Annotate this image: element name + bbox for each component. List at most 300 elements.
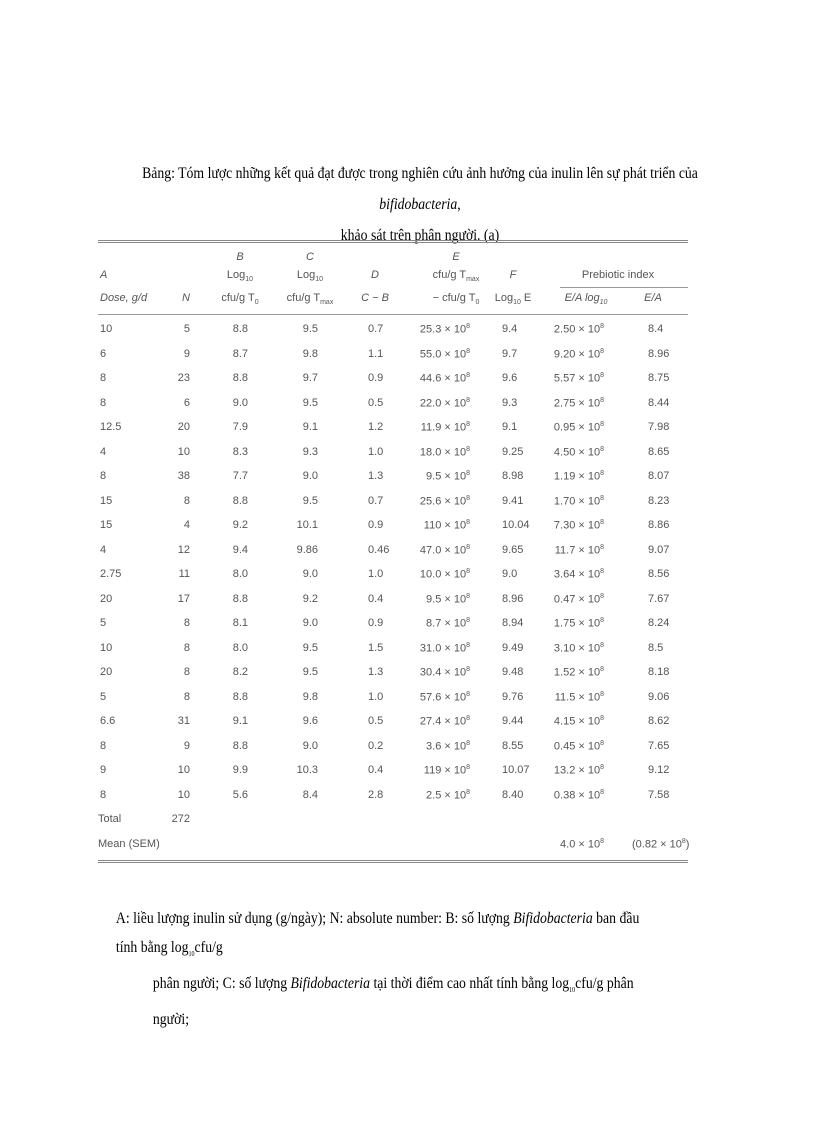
cell-e-exponent: 8 [466, 739, 470, 747]
cell-f-value: 9.1 [502, 421, 518, 433]
cell-b-value: 8.3 [232, 445, 248, 458]
cell-ea-value: 8.24 [648, 617, 670, 629]
cell-eal-value: 4.15 × 10 [553, 715, 601, 728]
cell-b-value: 9.0 [232, 396, 248, 409]
cell-c [303, 397, 318, 409]
cell-ea-value: 7.67 [648, 592, 670, 605]
table-row [98, 466, 688, 491]
cell-ea [648, 666, 669, 678]
header-ea: E/A [644, 292, 662, 304]
cell-n-value: 17 [177, 592, 190, 605]
cell-e-value: 25.3 × 10 [419, 323, 467, 336]
cell-n-value: 11 [178, 568, 190, 580]
cell-c-value: 9.0 [302, 568, 318, 580]
cell-ea-value: 8.96 [648, 347, 670, 360]
cell-f-value: 8.55 [502, 739, 524, 752]
cell-ea-value: 9.07 [648, 543, 670, 556]
table-row [98, 344, 688, 369]
cell-e-exponent: 8 [466, 568, 470, 575]
cell-a-value: 4 [100, 445, 107, 458]
cell-eal-exponent: 8 [600, 323, 604, 330]
header-c-sub: 10 [315, 276, 324, 284]
cell-ea [648, 593, 669, 605]
total-label: Total [98, 813, 122, 825]
cell-n [178, 593, 190, 605]
cell-b [233, 617, 248, 629]
footnote-line-2 [60, 969, 659, 1034]
header-f-letter: F [509, 269, 517, 281]
cell-e-value: 30.4 × 10 [419, 666, 467, 679]
mean-ea-close: ) [685, 838, 690, 851]
cell-ea-value: 7.98 [648, 421, 670, 433]
cell-f [502, 348, 517, 360]
cell-d [368, 691, 383, 703]
cell-c-value: 9.0 [302, 617, 318, 629]
cell-c-value: 9.5 [302, 396, 318, 409]
cell-e-value: 44.6 × 10 [419, 372, 467, 385]
cell-c-value: 9.7 [302, 372, 318, 384]
cell-f-value: 9.7 [502, 347, 518, 360]
cell-d-value: 0.4 [368, 764, 384, 776]
cell-e [420, 544, 470, 557]
header-dose: Dose, g/d [100, 292, 148, 304]
cell-d [368, 397, 383, 409]
cell-n-value: 8 [183, 641, 190, 654]
cell-ea [648, 421, 669, 433]
cell-eal-value: 1.70 × 10 [553, 495, 601, 508]
cell-d-value: 1.0 [368, 690, 384, 703]
cell-eal [554, 446, 604, 459]
cell-f [502, 789, 523, 801]
cell-e-value: 8.7 × 10 [426, 617, 467, 630]
cell-ea [648, 372, 669, 384]
cell-e-value: 11.9 × 10 [420, 421, 467, 434]
cell-e-exponent: 8 [466, 445, 470, 453]
cell-n-value: 9 [183, 347, 190, 360]
header-c-line2 [287, 292, 334, 306]
cell-d [368, 544, 389, 556]
cell-a-value: 2.75 [100, 568, 122, 580]
header-e-line2 [433, 292, 480, 306]
cell-f-value: 8.94 [502, 617, 524, 629]
cell-ea-value: 8.18 [648, 666, 670, 678]
cell-b-value: 9.1 [232, 715, 248, 727]
cell-b-value: 9.9 [232, 764, 248, 776]
total-n: 272 [171, 813, 190, 825]
cell-f-value: 9.3 [502, 396, 518, 409]
cell-ea [648, 642, 663, 654]
cell-d-value: 0.9 [368, 372, 384, 384]
cell-b-value: 8.1 [232, 617, 248, 629]
cell-a-value: 4 [100, 543, 107, 556]
header-e-text: cfu/g T [432, 269, 467, 281]
cell-d [368, 519, 383, 531]
cell-eal [555, 691, 604, 704]
cell-n-value: 6 [183, 396, 190, 409]
footnote-line-1 [60, 904, 659, 969]
cell-e-exponent: 8 [466, 764, 470, 771]
cell-eal-exponent: 8 [600, 347, 604, 355]
cell-d [368, 421, 383, 433]
cell-d [368, 764, 383, 776]
cell-eal-value: 9.20 × 10 [553, 348, 601, 361]
cell-n [178, 421, 190, 433]
cell-ea [648, 397, 669, 409]
cell-e [424, 519, 470, 532]
cell-b [233, 740, 248, 752]
cell-eal [554, 715, 604, 728]
cell-e [420, 715, 470, 728]
cell-b [233, 691, 248, 703]
cell-a [100, 593, 112, 605]
cell-e-value: 9.5 × 10 [426, 593, 467, 606]
cell-e-value: 22.0 × 10 [419, 397, 467, 410]
cell-eal-exponent: 8 [600, 445, 604, 453]
cell-c-value: 9.86 [296, 543, 318, 556]
cell-e [420, 323, 470, 336]
cell-a [100, 372, 106, 384]
cell-e-exponent: 8 [466, 617, 470, 624]
header-prebiotic-index: Prebiotic index [581, 269, 655, 281]
cell-b [233, 348, 248, 360]
cell-e-exponent: 8 [466, 323, 470, 330]
cell-a-value: 20 [100, 592, 113, 605]
cell-b [233, 323, 248, 335]
cell-eal-exponent: 8 [600, 690, 604, 698]
cell-c-value: 9.3 [302, 445, 318, 458]
table-row [98, 368, 688, 393]
cell-ea [648, 470, 669, 482]
cell-b [233, 568, 248, 580]
cell-n-value: 4 [183, 519, 190, 531]
cell-c [303, 740, 318, 752]
caption-italic-term: bifidobacteria [379, 196, 458, 213]
cell-eal-exponent: 8 [600, 666, 604, 673]
cell-eal-exponent: 8 [600, 641, 604, 649]
cell-c [303, 715, 318, 727]
cell-f [502, 544, 523, 556]
cell-ea-value: 7.65 [648, 739, 670, 752]
header-e2-text: − cfu/g T [432, 292, 476, 304]
cell-d [368, 323, 383, 335]
cell-d-value: 0.4 [368, 592, 384, 605]
cell-b [233, 470, 248, 482]
cell-eal-exponent: 8 [600, 421, 604, 428]
header-e-sub: max [466, 276, 480, 284]
caption-text: Bảng: Tóm lược những kết quả đạt được trong nghiên cứu ảnh hưởng của inulin lên sự phát triển của [142, 165, 698, 182]
fn1-sub: 10 [188, 950, 195, 959]
cell-n [184, 519, 190, 531]
cell-e-value: 9.5 × 10 [426, 470, 467, 483]
cell-ea-value: 8.44 [648, 396, 670, 409]
cell-c-value: 9.5 [302, 323, 318, 335]
table-bottom-rule [98, 860, 688, 863]
cell-n-value: 8 [183, 690, 190, 703]
cell-f-value: 9.4 [502, 323, 518, 335]
cell-c [303, 348, 318, 360]
cell-c-value: 8.4 [302, 788, 318, 801]
cell-eal-exponent: 8 [600, 519, 604, 526]
cell-d-value: 0.2 [368, 739, 384, 752]
cell-a-value: 5 [100, 690, 107, 703]
cell-f [502, 421, 517, 433]
fn2-sub: 10 [569, 986, 576, 995]
table-row [98, 613, 688, 638]
cell-b-value: 8.0 [232, 568, 248, 580]
cell-d [368, 372, 383, 384]
table-row [98, 638, 688, 663]
cell-b-value: 8.8 [232, 372, 248, 384]
cell-ea [648, 519, 669, 531]
table-header [98, 243, 688, 310]
table-body [98, 315, 688, 809]
cell-e-value: 110 × 10 [423, 519, 467, 532]
cell-a [100, 617, 106, 629]
cell-e [420, 372, 470, 385]
cell-a-value: 8 [100, 396, 107, 409]
cell-c-value: 9.5 [302, 641, 318, 654]
cell-d [368, 666, 383, 678]
cell-e-value: 119 × 10 [423, 764, 467, 777]
table-row [98, 736, 688, 761]
cell-a-value: 10 [100, 323, 113, 335]
cell-c-value: 9.2 [302, 592, 318, 605]
cell-e [420, 397, 470, 410]
table-row [98, 442, 688, 467]
cell-eal-exponent: 8 [600, 396, 604, 404]
cell-a-value: 8 [100, 372, 107, 384]
table-row [98, 540, 688, 565]
cell-e-exponent: 8 [466, 690, 470, 698]
cell-n [184, 495, 190, 507]
header-b2-sub: 0 [254, 299, 259, 307]
cell-eal-exponent: 8 [600, 592, 604, 600]
cell-f [502, 642, 523, 654]
cell-d-value: 0.7 [368, 494, 384, 507]
cell-ea-value: 8.56 [648, 568, 670, 580]
cell-e-exponent: 8 [466, 519, 470, 526]
cell-c [303, 421, 318, 433]
cell-eal-value: 4.50 × 10 [553, 446, 601, 459]
cell-a [100, 642, 112, 654]
cell-c-value: 9.6 [302, 715, 318, 727]
cell-d-value: 0.9 [368, 519, 384, 531]
cell-eal [554, 519, 604, 532]
cell-d [368, 789, 383, 801]
cell-f-value: 9.25 [502, 445, 524, 458]
cell-a [100, 470, 106, 482]
cell-b-value: 8.2 [232, 666, 248, 678]
cell-e-exponent: 8 [466, 543, 470, 551]
cell-eal [554, 421, 604, 434]
cell-eal-value: 0.95 × 10 [553, 421, 601, 434]
table-caption [136, 158, 704, 251]
table-row [98, 491, 688, 516]
header-b-letter: B [236, 251, 244, 263]
cell-a-value: 6 [100, 347, 107, 360]
cell-ea [648, 348, 669, 360]
cell-e-exponent: 8 [466, 592, 470, 600]
header-c-text: Log [296, 269, 316, 281]
cell-c-value: 9.0 [302, 739, 318, 752]
cell-e-exponent: 8 [466, 788, 470, 796]
fn2-a: phân người; C: số lượng [152, 975, 291, 993]
cell-n [178, 789, 190, 801]
cell-n [184, 691, 190, 703]
header-b2-text: cfu/g T [221, 292, 255, 304]
cell-c [303, 642, 318, 654]
cell-a-value: 10 [100, 641, 113, 654]
header-c-letter: C [306, 251, 314, 263]
cell-e [420, 666, 470, 679]
cell-f [502, 446, 523, 458]
cell-f-value: 8.40 [502, 788, 524, 801]
cell-e-value: 31.0 × 10 [419, 642, 467, 655]
header-ealog-text: E/A log [564, 292, 600, 304]
fn2-c: cfu/g phân người; [152, 975, 634, 1029]
cell-d [368, 740, 383, 752]
cell-d [368, 495, 383, 507]
table-row [98, 687, 688, 712]
mean-ealog-text: 4.0 × 10 [560, 838, 601, 851]
cell-a [100, 519, 112, 531]
header-b-line2 [221, 292, 258, 306]
cell-c [303, 617, 318, 629]
cell-b-value: 8.0 [232, 641, 248, 654]
cell-b-value: 7.7 [232, 470, 248, 482]
cell-n-value: 8 [183, 617, 190, 629]
cell-e-exponent: 8 [466, 641, 470, 649]
cell-b [233, 495, 248, 507]
prebiotic-underline [560, 287, 688, 288]
cell-f [502, 470, 523, 482]
cell-b [233, 593, 248, 605]
header-c-line1 [297, 269, 323, 283]
header-ea-log [565, 292, 608, 306]
cell-eal [554, 642, 604, 655]
cell-n-value: 10 [177, 764, 190, 776]
header-e-line1 [433, 269, 480, 283]
cell-b-value: 8.8 [232, 323, 248, 335]
cell-e-exponent: 8 [466, 494, 470, 502]
header-e-letter: E [452, 251, 460, 263]
cell-eal [554, 617, 604, 630]
results-table [98, 240, 688, 863]
cell-eal [554, 495, 604, 508]
cell-eal-value: 2.75 × 10 [553, 397, 601, 410]
cell-ea-value: 8.75 [648, 372, 670, 384]
cell-e [420, 568, 470, 581]
cell-eal-value: 11.7 × 10 [554, 544, 601, 557]
cell-eal [554, 323, 604, 336]
cell-eal-value: 3.64 × 10 [553, 568, 601, 581]
cell-ea [648, 323, 663, 335]
cell-n [184, 642, 190, 654]
cell-b [233, 421, 248, 433]
cell-e-value: 55.0 × 10 [419, 348, 467, 361]
fn1-a: A: liều lượng inulin sử dụng (g/ngày); N: absolute number: B: số lượng [115, 910, 514, 927]
cell-a [100, 764, 106, 776]
cell-b [233, 519, 248, 531]
cell-n-value: 8 [183, 666, 190, 678]
cell-n [178, 544, 190, 556]
header-b-text: Log [226, 269, 246, 281]
cell-e-exponent: 8 [466, 347, 470, 355]
cell-e-value: 18.0 × 10 [419, 446, 467, 459]
header-e2-sub: 0 [475, 299, 480, 307]
cell-eal-exponent: 8 [600, 494, 604, 502]
cell-ea-value: 7.58 [648, 788, 670, 801]
cell-ea [648, 495, 669, 507]
cell-d [368, 617, 383, 629]
cell-e-exponent: 8 [466, 372, 470, 379]
cell-eal [554, 789, 604, 802]
cell-e-exponent: 8 [466, 396, 470, 404]
cell-f-value: 9.48 [502, 666, 524, 678]
cell-eal-value: 1.75 × 10 [553, 617, 601, 630]
cell-c [303, 495, 318, 507]
cell-f-value: 8.98 [502, 470, 524, 482]
cell-eal-value: 1.19 × 10 [553, 470, 601, 483]
cell-eal-value: 0.47 × 10 [553, 593, 601, 606]
cell-eal [554, 348, 604, 361]
cell-eal [554, 764, 604, 777]
cell-c [303, 470, 318, 482]
cell-f [502, 617, 523, 629]
cell-c [303, 691, 318, 703]
header-f-sub: 10 [513, 299, 521, 307]
cell-n [184, 397, 190, 409]
cell-f-value: 9.65 [502, 543, 524, 556]
cell-b-value: 9.2 [232, 519, 248, 531]
cell-f [502, 397, 517, 409]
cell-d-value: 0.7 [368, 323, 384, 335]
cell-f [502, 691, 523, 703]
cell-eal [554, 372, 604, 385]
cell-a-value: 9 [100, 764, 107, 776]
caption-punct: , [457, 196, 461, 213]
cell-n [179, 568, 190, 580]
header-n: N [182, 292, 190, 304]
cell-f [502, 519, 530, 531]
cell-b [233, 666, 248, 678]
cell-eal-exponent: 8 [600, 715, 604, 722]
cell-d [368, 593, 383, 605]
cell-a [100, 740, 106, 752]
cell-ea-value: 8.62 [648, 715, 670, 727]
table-row [98, 319, 688, 344]
cell-eal [555, 544, 604, 557]
cell-n [178, 715, 190, 727]
cell-c [303, 789, 318, 801]
cell-a [100, 421, 121, 433]
cell-a [100, 495, 112, 507]
cell-ea-value: 8.23 [648, 494, 670, 507]
footnote [60, 904, 659, 1034]
cell-d-value: 2.8 [368, 788, 384, 801]
cell-c [303, 593, 318, 605]
cell-a-value: 15 [100, 519, 113, 531]
cell-f-value: 8.96 [502, 592, 524, 605]
cell-a [100, 666, 112, 678]
fn1-italic: Bifidobacteria [513, 910, 593, 927]
cell-e-exponent: 8 [466, 470, 470, 477]
cell-ea-value: 8.5 [648, 641, 664, 654]
cell-e-value: 10.0 × 10 [419, 568, 467, 581]
cell-ea [648, 715, 669, 727]
mean-row [98, 834, 688, 859]
cell-e [426, 593, 470, 606]
